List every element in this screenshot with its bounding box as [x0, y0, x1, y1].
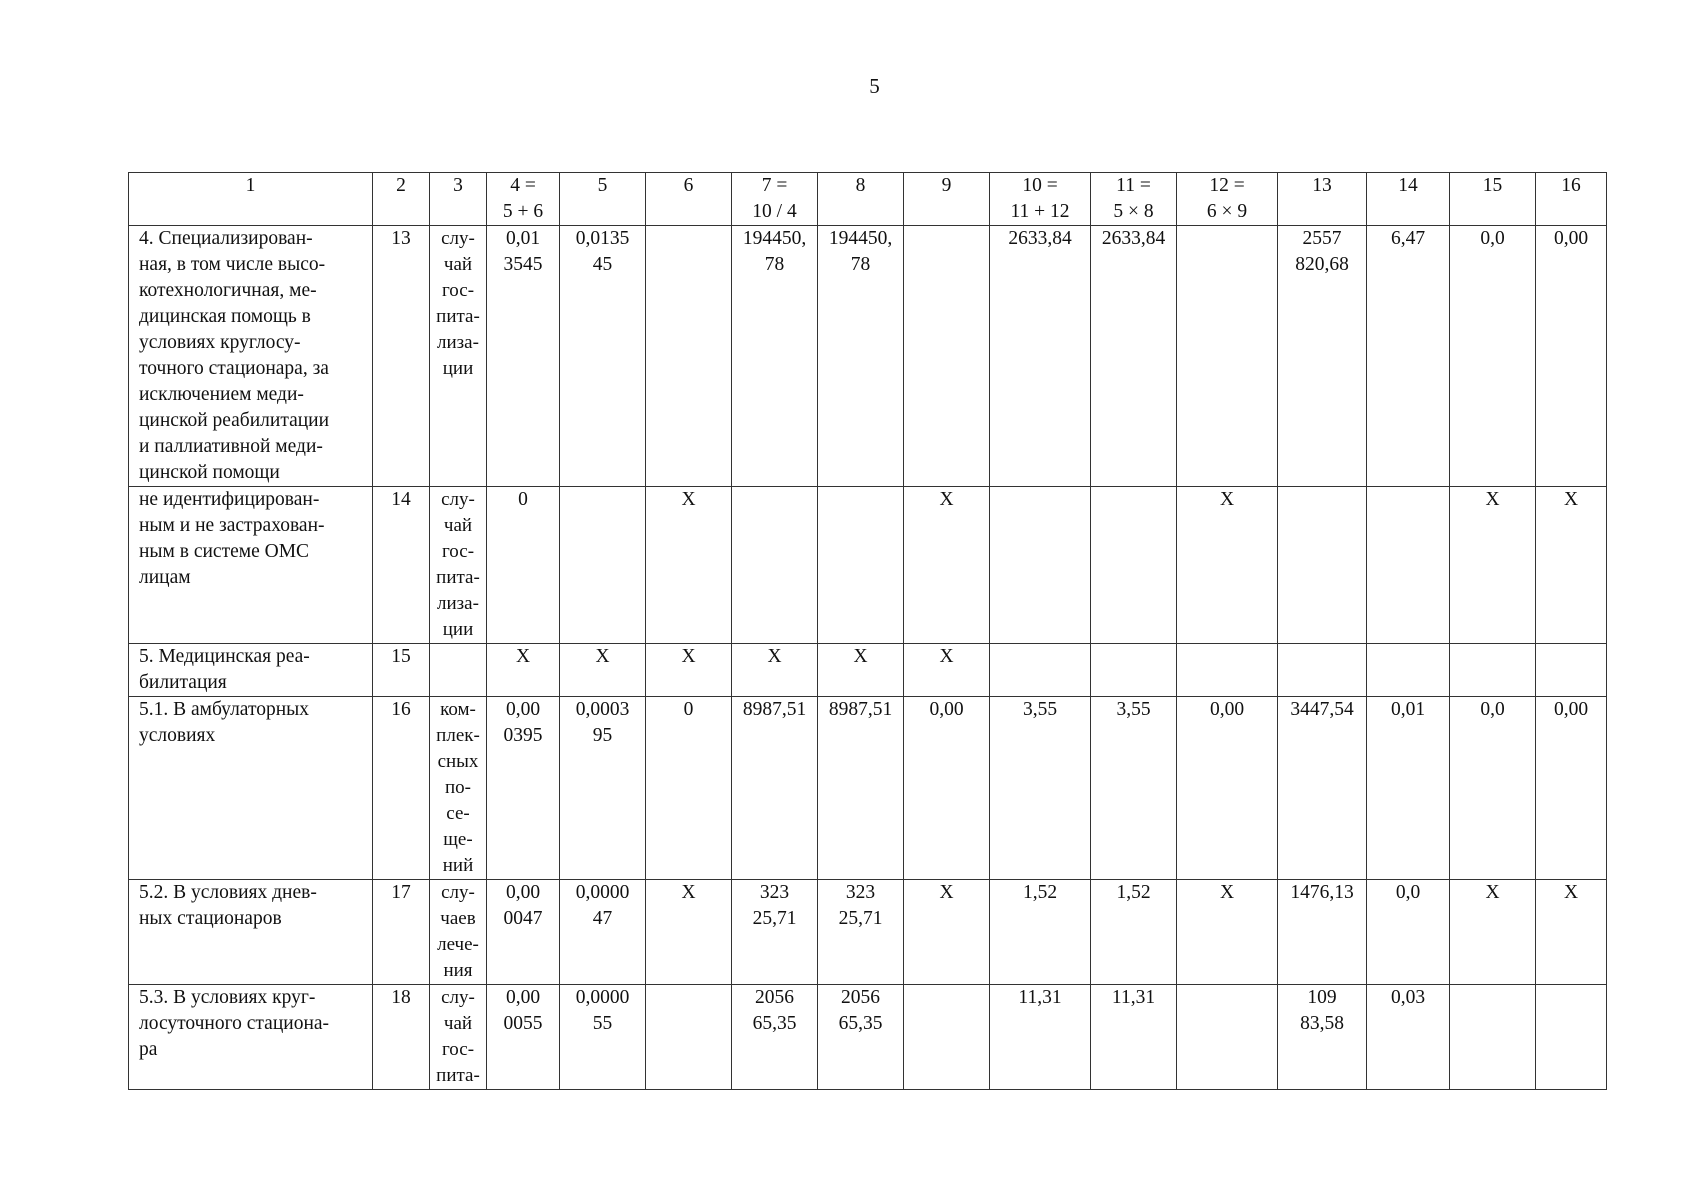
row-label: 5.1. В амбулаторных условиях [129, 697, 373, 880]
value-cell: 1476,13 [1278, 880, 1367, 985]
value-cell: 1,52 [990, 880, 1091, 985]
value-cell: X [818, 644, 904, 697]
unit-cell: слу- чай гос- пита- лиза- ции [430, 226, 487, 487]
value-cell: 0,0 [1450, 697, 1536, 880]
table-row [129, 880, 1607, 985]
table-row [129, 487, 1607, 644]
header-cell: 12 = 6 × 9 [1177, 173, 1278, 226]
header-cell: 7 = 10 / 4 [732, 173, 818, 226]
value-cell: X [646, 644, 732, 697]
page-number: 5 [869, 74, 880, 98]
value-cell: 0,03 [1367, 985, 1450, 1090]
value-cell: 1,52 [1091, 880, 1177, 985]
value-cell: 323 25,71 [732, 880, 818, 985]
row-code: 18 [373, 985, 430, 1090]
header-row [129, 173, 1607, 226]
value-cell: 0,00 0055 [487, 985, 560, 1090]
value-cell [1450, 985, 1536, 1090]
value-cell: 3447,54 [1278, 697, 1367, 880]
value-cell: 194450, 78 [818, 226, 904, 487]
value-cell: 0,00 [1177, 697, 1278, 880]
value-cell: 0,0003 95 [560, 697, 646, 880]
table-row [129, 697, 1607, 880]
value-cell: 2633,84 [990, 226, 1091, 487]
row-code: 17 [373, 880, 430, 985]
value-cell: 0,0 [1367, 880, 1450, 985]
value-cell: X [904, 880, 990, 985]
value-cell: 0,0000 47 [560, 880, 646, 985]
value-cell [904, 985, 990, 1090]
value-cell [1536, 985, 1607, 1090]
row-label: 5.3. В условиях круг- лосуточного стациона- ра [129, 985, 373, 1090]
value-cell: 0,01 3545 [487, 226, 560, 487]
value-cell [1450, 644, 1536, 697]
value-cell: 2056 65,35 [732, 985, 818, 1090]
value-cell: 3,55 [1091, 697, 1177, 880]
value-cell [990, 487, 1091, 644]
header-cell: 4 = 5 + 6 [487, 173, 560, 226]
unit-cell: слу- чаев лече- ния [430, 880, 487, 985]
table-row [129, 644, 1607, 697]
header-cell: 6 [646, 173, 732, 226]
value-cell: 0,0 [1450, 226, 1536, 487]
row-code: 14 [373, 487, 430, 644]
value-cell: 2056 65,35 [818, 985, 904, 1090]
header-cell: 5 [560, 173, 646, 226]
header-cell: 11 = 5 × 8 [1091, 173, 1177, 226]
value-cell: 194450, 78 [732, 226, 818, 487]
value-cell [1278, 487, 1367, 644]
header-cell: 16 [1536, 173, 1607, 226]
value-cell: 0,00 [904, 697, 990, 880]
row-code: 15 [373, 644, 430, 697]
value-cell [818, 487, 904, 644]
value-cell [1536, 644, 1607, 697]
value-cell [1091, 487, 1177, 644]
row-code: 13 [373, 226, 430, 487]
row-label: не идентифицирован- ным и не застрахован- ным в системе ОМС лицам [129, 487, 373, 644]
table-row [129, 226, 1607, 487]
value-cell: X [1536, 487, 1607, 644]
value-cell [1177, 644, 1278, 697]
value-cell: X [1177, 880, 1278, 985]
value-cell [560, 487, 646, 644]
value-cell: 109 83,58 [1278, 985, 1367, 1090]
value-cell [990, 644, 1091, 697]
header-cell: 10 = 11 + 12 [990, 173, 1091, 226]
value-cell: 2633,84 [1091, 226, 1177, 487]
value-cell: X [1450, 880, 1536, 985]
value-cell: X [904, 644, 990, 697]
unit-cell [430, 644, 487, 697]
value-cell: X [1536, 880, 1607, 985]
value-cell: X [646, 880, 732, 985]
value-cell: 6,47 [1367, 226, 1450, 487]
value-cell: 11,31 [990, 985, 1091, 1090]
header-cell: 14 [1367, 173, 1450, 226]
value-cell: 8987,51 [818, 697, 904, 880]
value-cell: 0 [487, 487, 560, 644]
row-code: 16 [373, 697, 430, 880]
unit-cell: ком- плек- сных по- се- ще- ний [430, 697, 487, 880]
value-cell [1367, 644, 1450, 697]
value-cell [1278, 644, 1367, 697]
budget-table [128, 172, 1607, 1090]
value-cell: 11,31 [1091, 985, 1177, 1090]
row-label: 5. Медицинская реа- билитация [129, 644, 373, 697]
value-cell [1177, 985, 1278, 1090]
value-cell: 0,00 [1536, 226, 1607, 487]
row-label: 5.2. В условиях днев- ных стационаров [129, 880, 373, 985]
unit-cell: слу- чай гос- пита- лиза- ции [430, 487, 487, 644]
header-cell: 1 [129, 173, 373, 226]
value-cell [646, 985, 732, 1090]
value-cell: 323 25,71 [818, 880, 904, 985]
value-cell [646, 226, 732, 487]
value-cell [904, 226, 990, 487]
value-cell: 3,55 [990, 697, 1091, 880]
value-cell [1367, 487, 1450, 644]
value-cell: 2557 820,68 [1278, 226, 1367, 487]
header-cell: 9 [904, 173, 990, 226]
value-cell: X [1450, 487, 1536, 644]
unit-cell: слу- чай гос- пита- [430, 985, 487, 1090]
header-cell: 13 [1278, 173, 1367, 226]
table-row [129, 985, 1607, 1090]
value-cell: 0,0000 55 [560, 985, 646, 1090]
value-cell: 0,00 0395 [487, 697, 560, 880]
row-label: 4. Специализирован- ная, в том числе высо- котехнологичная, ме- дицинская помощь в условиях круглосу- точного стационара, за исключением меди- цинской реабилитации и паллиативной меди- цинской помощи [129, 226, 373, 487]
value-cell: X [560, 644, 646, 697]
header-cell: 15 [1450, 173, 1536, 226]
value-cell: 0,00 [1536, 697, 1607, 880]
value-cell [732, 487, 818, 644]
value-cell: X [732, 644, 818, 697]
value-cell: X [904, 487, 990, 644]
header-cell: 3 [430, 173, 487, 226]
value-cell [1091, 644, 1177, 697]
value-cell: 8987,51 [732, 697, 818, 880]
value-cell: 0,01 [1367, 697, 1450, 880]
value-cell: 0,00 0047 [487, 880, 560, 985]
value-cell: 0,0135 45 [560, 226, 646, 487]
header-cell: 8 [818, 173, 904, 226]
header-cell: 2 [373, 173, 430, 226]
value-cell: X [1177, 487, 1278, 644]
value-cell: X [646, 487, 732, 644]
value-cell: 0 [646, 697, 732, 880]
value-cell: X [487, 644, 560, 697]
value-cell [1177, 226, 1278, 487]
